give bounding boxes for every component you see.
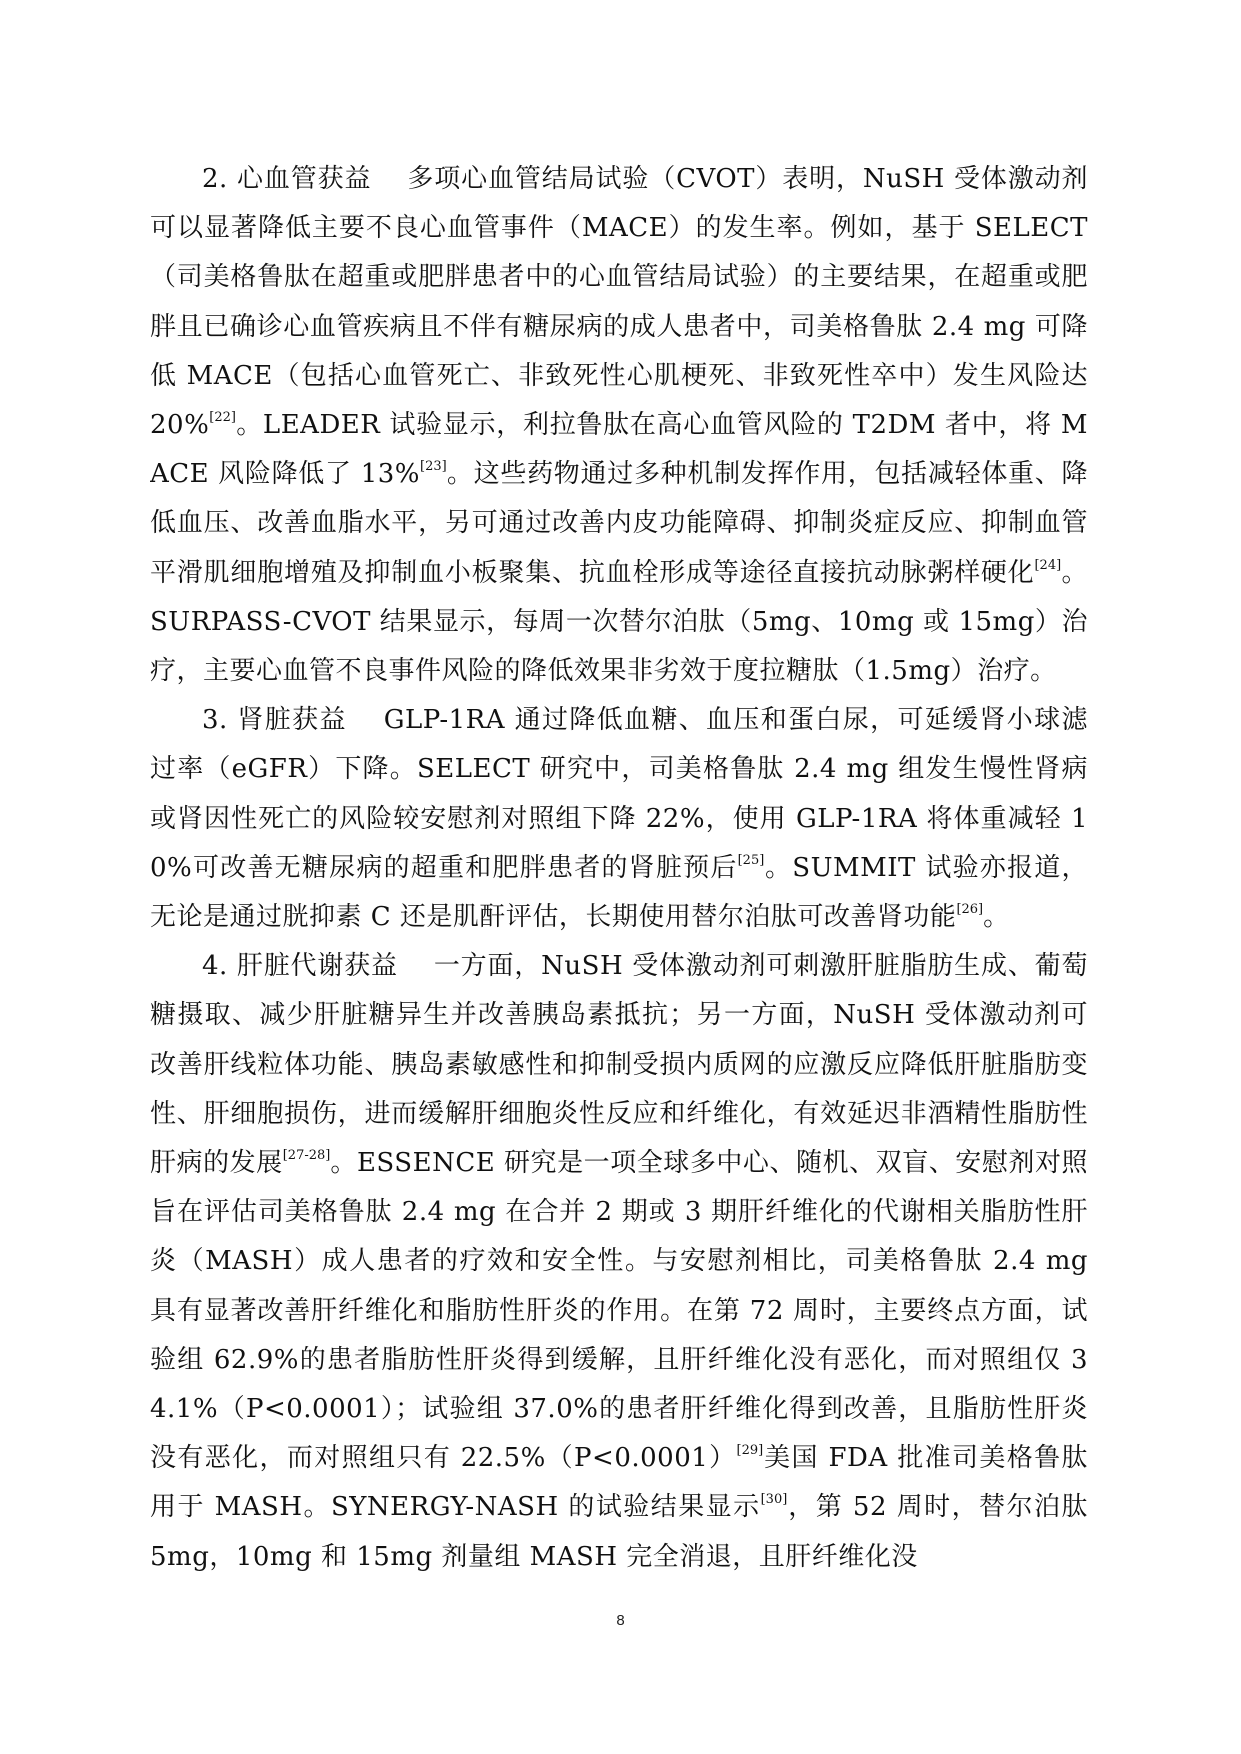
citation-reference: [23]	[420, 459, 447, 475]
document-body	[150, 155, 1088, 1575]
section-heading: 2. 心血管获益	[202, 164, 372, 194]
paragraph-text: ，第 52 周时，替尔泊肽 5mg，10mg 和 15mg 剂量组 MASH 完全消退，且肝纤维化没	[150, 1492, 1088, 1572]
paragraph-text: 一方面，NuSH 受体激动剂可刺激肝脏脂肪生成、葡萄糖摄取、减少肝脏糖异生并改善胰岛素抵抗；另一方面，NuSH 受体激动剂可改善肝线粒体功能、胰岛素敏感性和抑制受损内质网的应激反应降低肝脏脂肪变性、肝细胞损伤，进而缓解肝细胞炎性反应和纤维化，有效延迟非酒精性脂肪性肝病的发展	[150, 951, 1088, 1179]
paragraph-text: 多项心血管结局试验（CVOT）表明，NuSH 受体激动剂可以显著降低主要不良心血管事件（MACE）的发生率。例如，基于 SELECT（司美格鲁肽在超重或肥胖患者中的心血管结局试验）的主要结果，在超重或肥胖且已确诊心血管疾病且不伴有糖尿病的成人患者中，司美格鲁肽 2.4 mg 可降低 MACE（包括心血管死亡、非致死性心肌梗死、非致死性卒中）发生风险达 20%	[150, 164, 1088, 441]
citation-reference: [24]	[1034, 557, 1062, 573]
section-heading: 3. 肾脏获益	[202, 705, 347, 736]
paragraph-text: 。SURPASS-CVOT 结果显示，每周一次替尔泊肽（5mg、10mg 或 15mg）治疗，主要心血管不良事件风险的降低效果非劣效于度拉糖肽（1.5mg）治疗。	[150, 557, 1088, 687]
paragraph-text: 。SUMMIT 试验亦报道，无论是通过胱抑素 C 还是肌酐评估，长期使用替尔泊肽可改善肾功能	[150, 852, 1088, 933]
paragraph-text: GLP-1RA 通过降低血糖、血压和蛋白尿，可延缓肾小球滤过率（eGFR）下降。SELECT 研究中，司美格鲁肽 2.4 mg 组发生慢性肾病或肾因性死亡的风险较安慰剂对照组下降 22%，使用 GLP-1RA 将体重减轻 10%可改善无糖尿病的超重和肥胖患者的肾脏预后	[150, 705, 1088, 883]
paragraph-text: 。	[983, 902, 1010, 933]
paragraph-text: 美国 FDA 批准司美格鲁肽用于 MASH。SYNERGY-NASH 的试验结果显示	[150, 1443, 1088, 1523]
citation-reference: [29]	[736, 1443, 764, 1459]
paragraph	[150, 696, 1088, 942]
paragraph	[150, 155, 1088, 696]
page-number: 8	[616, 1612, 625, 1629]
citation-reference: [30]	[760, 1492, 788, 1508]
paragraph-text: 。LEADER 试验显示，利拉鲁肽在高心血管风险的 T2DM 者中，将 MACE 风险降低了 13%	[150, 410, 1088, 490]
citation-reference: [22]	[209, 410, 236, 426]
citation-reference: [27-28]	[282, 1148, 331, 1164]
section-heading: 4. 肝脏代谢获益	[202, 951, 398, 982]
paragraph-text: 。ESSENCE 研究是一项全球多中心、随机、双盲、安慰剂对照旨在评估司美格鲁肽 2.4 mg 在合并 2 期或 3 期肝纤维化的代谢相关脂肪性肝炎（MASH）成人患者的疗效和安全性。与安慰剂相比，司美格鲁肽 2.4 mg 具有显著改善肝纤维化和脂肪性肝炎的作用。在第 72 周时，主要终点方面，试验组 62.9%的患者脂肪性肝炎得到缓解，且肝纤维化没有恶化，而对照组仅 34.1%（P<0.0001）；试验组 37.0%的患者肝纤维化得到改善，且脂肪性肝炎没有恶化，而对照组只有 22.5%（P<0.0001）	[150, 1148, 1088, 1474]
paragraph-text: 。这些药物通过多种机制发挥作用，包括减轻体重、降低血压、改善血脂水平，另可通过改善内皮功能障碍、抑制炎症反应、抑制血管平滑肌细胞增殖及抑制血小板聚集、抗血栓形成等途径直接抗动脉粥样硬化	[150, 459, 1088, 588]
citation-reference: [26]	[956, 902, 984, 918]
paragraph	[150, 942, 1088, 1575]
citation-reference: [25]	[737, 852, 765, 868]
